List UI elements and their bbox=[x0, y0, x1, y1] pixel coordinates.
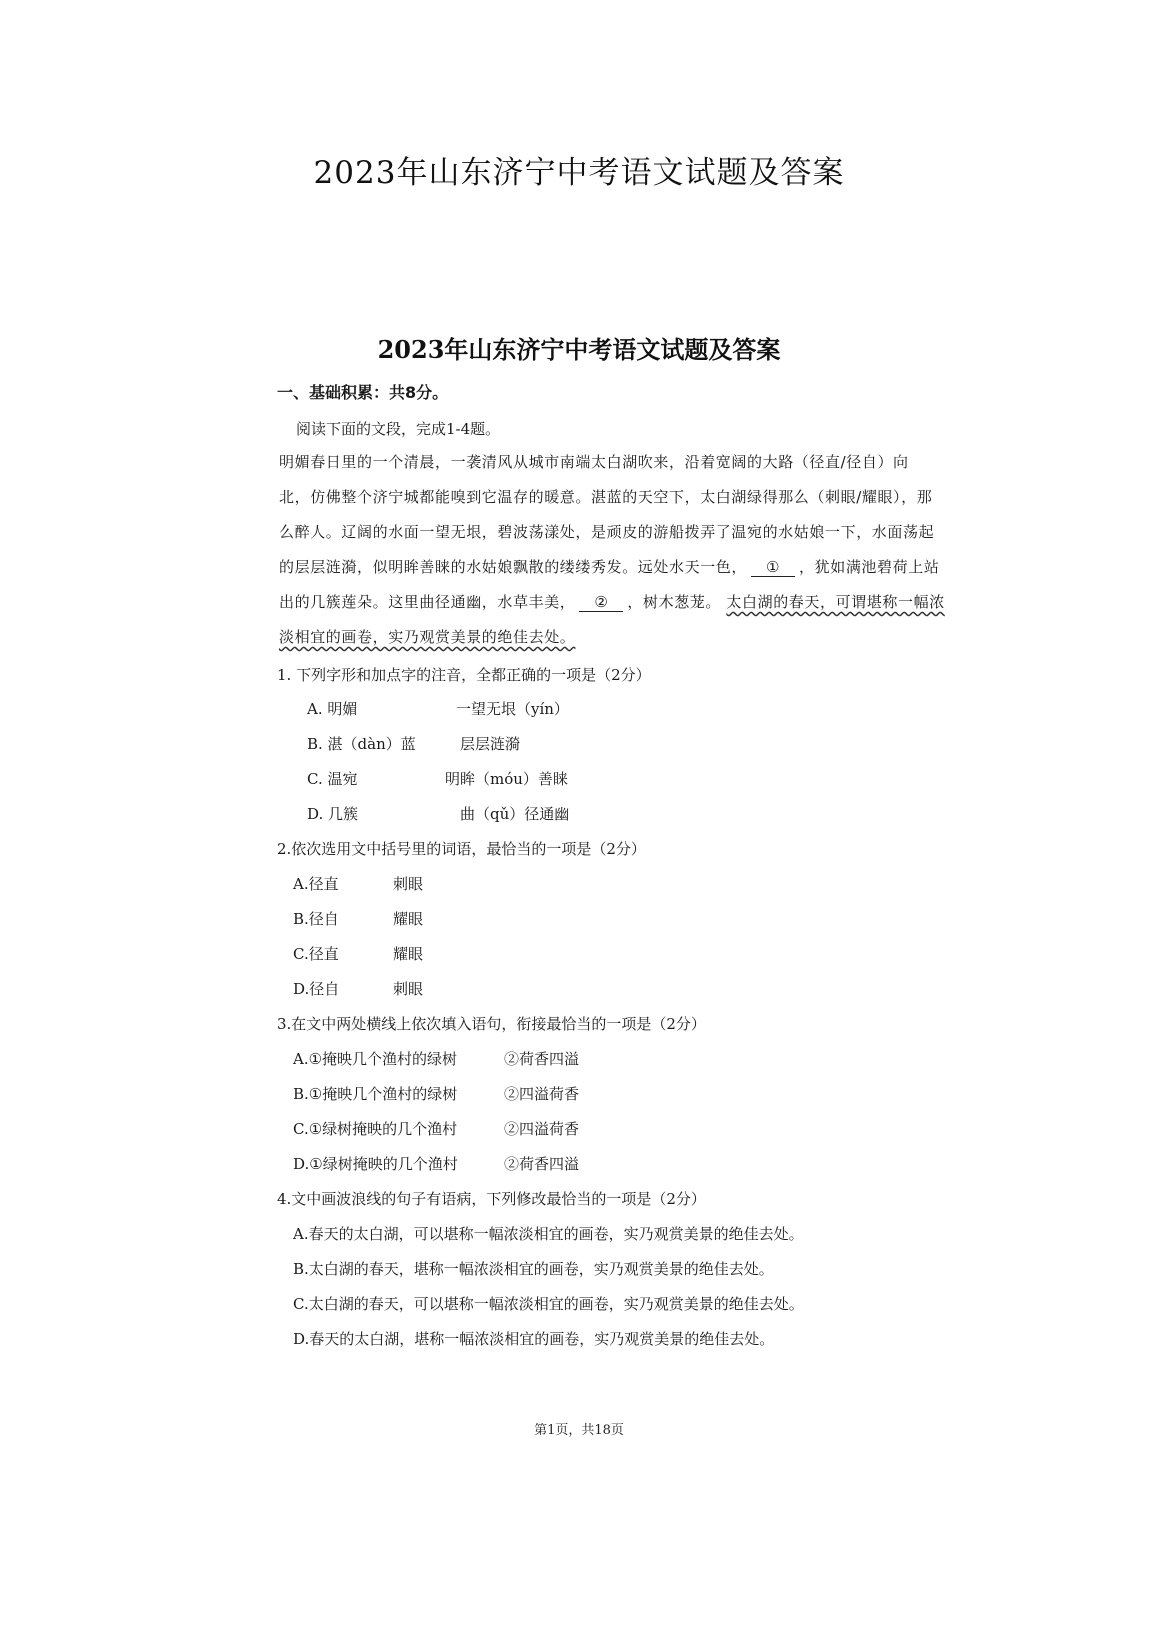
passage-text: 的层层涟漪，似明眸善睐的水姑娘飘散的缕缕秀发。远处水天一色， bbox=[279, 558, 748, 576]
document-title: 2023年山东济宁中考语文试题及答案 bbox=[313, 155, 845, 191]
q3-option-b: B.①掩映几个渔村的绿树 bbox=[293, 1085, 458, 1103]
q1-option-a-word: 一望无垠（yín） bbox=[456, 700, 569, 718]
passage-line bbox=[279, 626, 575, 647]
wavy-underlined-sentence: 太白湖的春天，可谓堪称一幅浓 bbox=[726, 593, 945, 611]
q1-option-c: C. 温宛 bbox=[307, 770, 358, 788]
q3-option-c: C.①绿树掩映的几个渔村 bbox=[293, 1120, 458, 1138]
q3-option-a: A.①掩映几个渔村的绿树 bbox=[293, 1050, 458, 1068]
q3-option-b-second: ②四溢荷香 bbox=[504, 1085, 580, 1103]
q2-option-b: B.径自 bbox=[293, 910, 339, 928]
q1-option-b: B. 湛（dàn）蓝 bbox=[307, 735, 416, 753]
page-number: 第1页，共18页 bbox=[534, 1423, 624, 1438]
q2-option-d: D.径自 bbox=[293, 980, 340, 998]
q1-option-a: A. 明媚 bbox=[307, 700, 358, 718]
q2-option-a-word: 刺眼 bbox=[393, 875, 424, 893]
page-title: 2023年山东济宁中考语文试题及答案 bbox=[377, 335, 781, 364]
q3-option-c-second: ②四溢荷香 bbox=[504, 1120, 580, 1138]
q3-option-d: D.①绿树掩映的几个渔村 bbox=[293, 1155, 458, 1173]
passage-intro: 阅读下面的文段，完成1-4题。 bbox=[296, 420, 501, 438]
q1-option-d: D. 几簇 bbox=[307, 805, 359, 823]
q4-option-a: A.春天的太白湖，可以堪称一幅浓淡相宜的画卷，实乃观赏美景的绝佳去处。 bbox=[293, 1225, 804, 1243]
q3-option-d-second: ②荷香四溢 bbox=[504, 1155, 580, 1173]
passage-line: 明媚春日里的一个清晨，一袭清风从城市南端太白湖吹来，沿着宽阔的大路（径直/径自）向 bbox=[279, 453, 909, 471]
passage-line: 北，仿佛整个济宁城都能嗅到它温存的暖意。湛蓝的天空下，太白湖绿得那么（刺眼/耀眼），那 bbox=[279, 488, 933, 506]
passage-text: 出的几簇莲朵。这里曲径通幽，水草丰美， bbox=[279, 593, 576, 611]
q4-option-b: B.太白湖的春天，堪称一幅浓淡相宜的画卷，实乃观赏美景的绝佳去处。 bbox=[293, 1260, 774, 1278]
passage-line bbox=[279, 556, 939, 577]
q2-option-d-word: 刺眼 bbox=[393, 980, 424, 998]
q2-option-c: C.径直 bbox=[293, 945, 339, 963]
question-4-stem: 4.文中画波浪线的句子有语病，下列修改最恰当的一项是（2分） bbox=[277, 1190, 706, 1208]
passage-line: 么醉人。辽阔的水面一望无垠，碧波荡漾处，是顽皮的游船拨弄了温宛的水姑娘一下，水面荡起 bbox=[279, 523, 935, 541]
q1-option-d-word: 曲（qǔ）径通幽 bbox=[460, 805, 570, 823]
passage-text: ，树木葱茏。 bbox=[627, 593, 722, 611]
passage-line bbox=[279, 591, 945, 612]
question-2-stem: 2.依次选用文中括号里的词语，最恰当的一项是（2分） bbox=[277, 840, 646, 858]
question-1-stem: 1. 下列字形和加点字的注音，全都正确的一项是（2分） bbox=[277, 666, 651, 684]
blank-1: ① bbox=[751, 558, 795, 577]
blank-2: ② bbox=[579, 593, 623, 612]
q2-option-a: A.径直 bbox=[293, 875, 339, 893]
question-3-stem: 3.在文中两处横线上依次填入语句，衔接最恰当的一项是（2分） bbox=[277, 1015, 706, 1033]
q2-option-b-word: 耀眼 bbox=[393, 910, 424, 928]
q4-option-c: C.太白湖的春天，可以堪称一幅浓淡相宜的画卷，实乃观赏美景的绝佳去处。 bbox=[293, 1295, 804, 1313]
q3-option-a-second: ②荷香四溢 bbox=[504, 1050, 580, 1068]
passage-text: ，犹如满池碧荷上站 bbox=[799, 558, 940, 576]
section-heading: 一、基础积累：共8分。 bbox=[277, 383, 449, 402]
q1-option-c-word: 明眸（móu）善睐 bbox=[445, 770, 568, 788]
q1-option-b-word: 层层涟漪 bbox=[460, 735, 521, 753]
q4-option-d: D.春天的太白湖，堪称一幅浓淡相宜的画卷，实乃观赏美景的绝佳去处。 bbox=[293, 1330, 775, 1348]
q2-option-c-word: 耀眼 bbox=[393, 945, 424, 963]
wavy-underlined-sentence: 淡相宜的画卷，实乃观赏美景的绝佳去处。 bbox=[279, 628, 576, 646]
